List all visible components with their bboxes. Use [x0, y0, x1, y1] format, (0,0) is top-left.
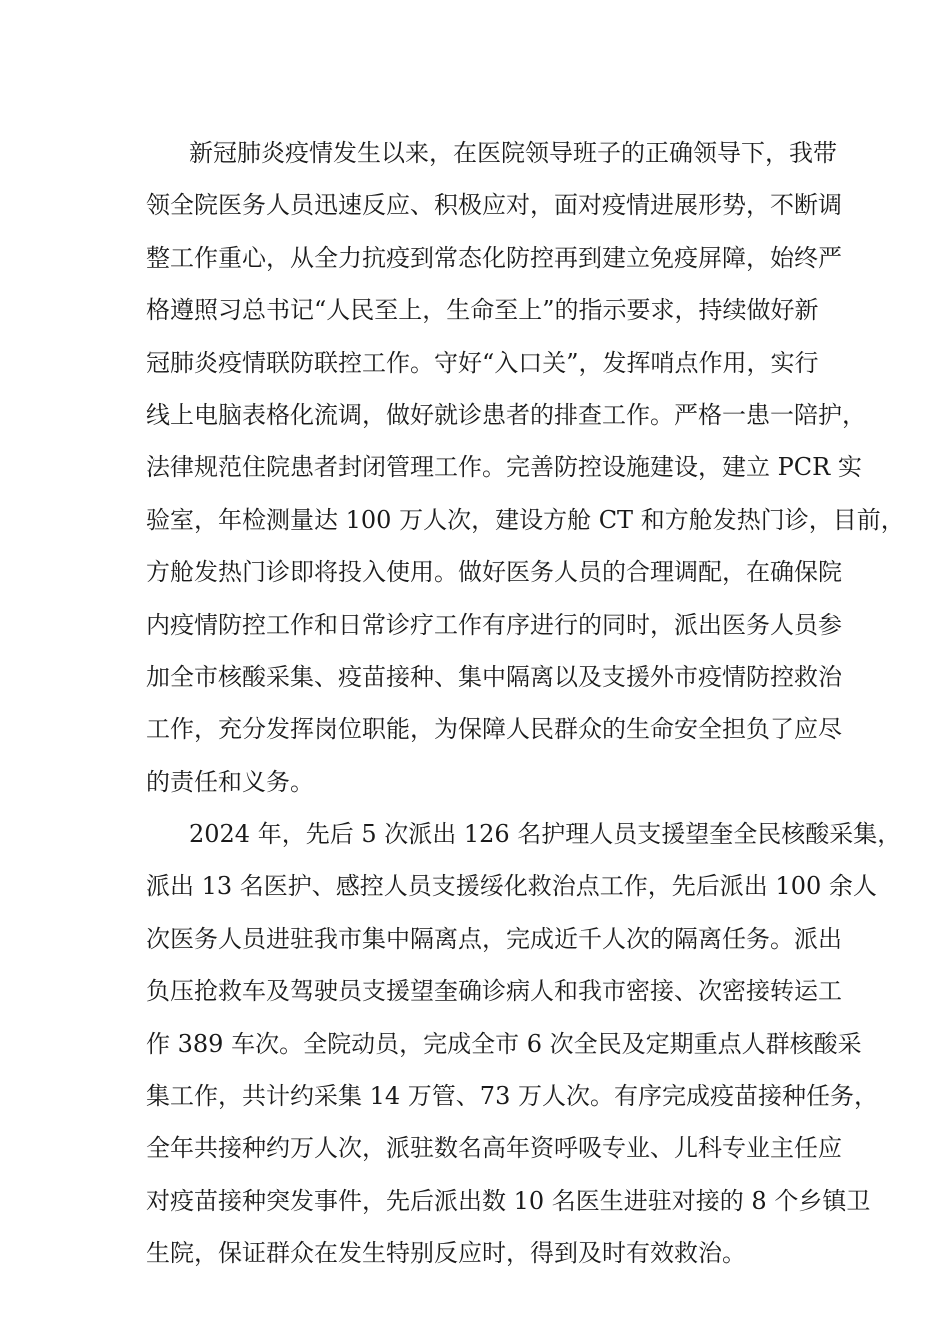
document-body: [146, 127, 905, 1280]
text-line: 生院，保证群众在发生特别反应时，得到及时有效救治。: [146, 1239, 746, 1268]
text-line: 集工作，共计约采集 14 万管、73 万人次。有序完成疫苗接种任务，: [146, 1082, 878, 1111]
text-line: 整工作重心，从全力抗疫到常态化防控再到建立免疫屏障，始终严: [146, 243, 842, 272]
text-line: 的责任和义务。: [146, 767, 314, 796]
text-line: 线上电脑表格化流调，做好就诊患者的排查工作。严格一患一陪护，: [146, 400, 866, 429]
text-line: 领全院医务人员迅速反应、积极应对，面对疫情进展形势，不断调: [146, 191, 842, 220]
text-line: 工作，充分发挥岗位职能，为保障人民群众的生命安全担负了应尽: [146, 715, 842, 744]
text-line: 全年共接种约万人次，派驻数名高年资呼吸专业、儿科专业主任应: [146, 1134, 842, 1163]
text-line: 格遵照习总书记“人民至上，生命至上”的指示要求，持续做好新: [146, 296, 819, 325]
paragraph-covid-response: [146, 127, 905, 808]
text-line: 法律规范住院患者封闭管理工作。完善防控设施建设，建立 PCR 实: [146, 453, 862, 482]
text-line: 内疫情防控工作和日常诊疗工作有序进行的同时，派出医务人员参: [146, 610, 842, 639]
text-line: 作 389 车次。全院动员，完成全市 6 次全民及定期重点人群核酸采: [146, 1029, 862, 1058]
text-line: 方舱发热门诊即将投入使用。做好医务人员的合理调配，在确保院: [146, 558, 842, 587]
text-line: 加全市核酸采集、疫苗接种、集中隔离以及支援外市疫情防控救治: [146, 662, 842, 691]
text-line: 负压抢救车及驾驶员支援望奎确诊病人和我市密接、次密接转运工: [146, 977, 842, 1006]
text-line: 次医务人员进驻我市集中隔离点，完成近千人次的隔离任务。派出: [146, 924, 842, 953]
text-line: 2024 年，先后 5 次派出 126 名护理人员支援望奎全民核酸采集，: [189, 820, 902, 849]
paragraph-2024-work: [146, 808, 902, 1280]
text-line: 对疫苗接种突发事件，先后派出数 10 名医生进驻对接的 8 个乡镇卫: [146, 1186, 871, 1215]
text-line: 新冠肺炎疫情发生以来，在医院领导班子的正确领导下，我带: [189, 139, 837, 167]
text-line: 派出 13 名医护、感控人员支援绥化救治点工作，先后派出 100 余人: [146, 872, 877, 901]
text-line: 验室，年检测量达 100 万人次，建设方舱 CT 和方舱发热门诊，目前，: [146, 505, 905, 534]
text-line: 冠肺炎疫情联防联控工作。守好“入口关”，发挥哨点作用，实行: [146, 348, 819, 377]
